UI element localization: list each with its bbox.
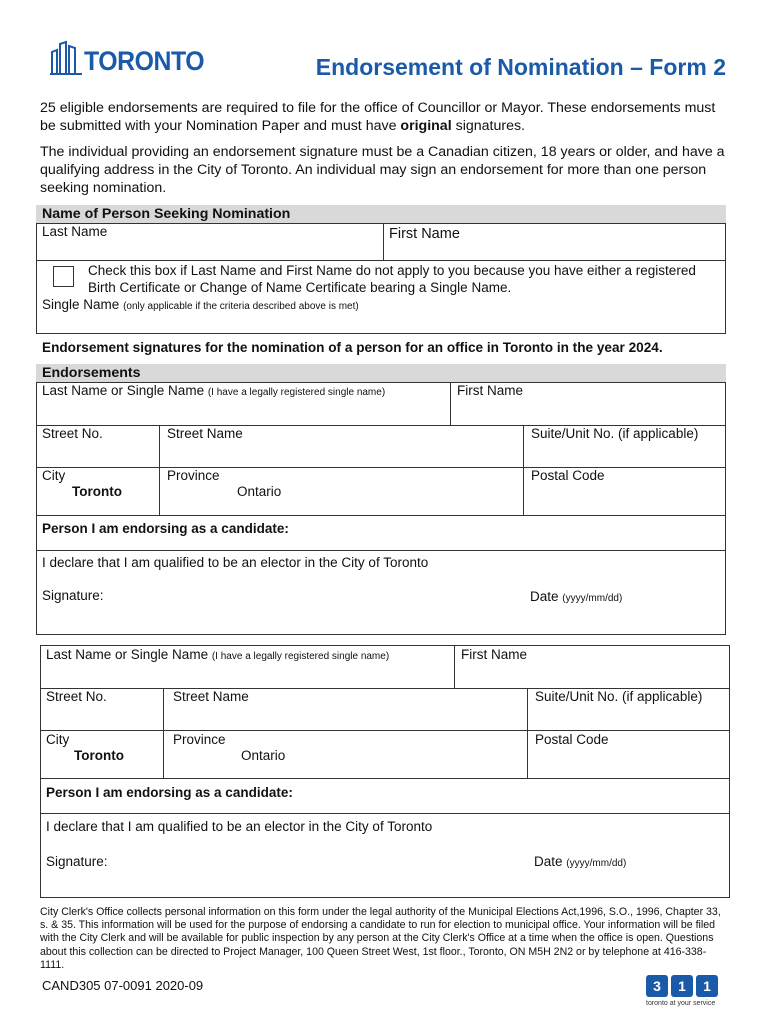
divider <box>159 425 160 515</box>
e1-signature-label: Signature: <box>42 588 104 603</box>
311-logo <box>646 975 730 1007</box>
e1-last-name-label-row <box>42 383 385 398</box>
e2-last-name-note: (I have a legally registered single name) <box>211 651 390 662</box>
e2-candidate-label: Person I am endorsing as a candidate: <box>46 785 293 800</box>
single-name-label: Single Name <box>42 297 120 312</box>
divider <box>40 730 730 731</box>
e2-street-name-label: Street Name <box>173 689 249 704</box>
e1-last-name-field[interactable] <box>37 401 448 423</box>
e2-city-value: Toronto <box>74 748 124 763</box>
divider <box>36 260 726 261</box>
e1-street-name-label: Street Name <box>167 426 243 441</box>
e2-postal-field[interactable] <box>529 750 728 776</box>
e2-province-label: Province <box>173 732 226 747</box>
e2-declaration: I declare that I am qualified to be an elector in the City of Toronto <box>46 819 433 834</box>
e2-last-name-field[interactable] <box>41 665 452 686</box>
single-name-label-row <box>42 297 359 312</box>
e2-signature-field[interactable] <box>119 850 509 890</box>
e2-city-label: City <box>46 732 70 747</box>
e2-postal-label: Postal Code <box>535 732 609 747</box>
divider <box>40 813 730 814</box>
e1-last-name-label: Last Name or Single Name <box>42 383 205 398</box>
endorsements-title: Endorsements <box>36 364 726 382</box>
e1-street-no-label: Street No. <box>42 426 103 441</box>
divider <box>36 515 726 516</box>
e1-suite-label: Suite/Unit No. (if applicable) <box>531 426 699 441</box>
privacy-notice: City Clerk's Office collects personal information on this form under the legal authority of the Municipal Elections Act,1996, S.O., 1996, Chapter 33, s. & 35. This information will be used for the purpose of endorsing a candidate to run for election to municipal office. Your information will be filed with the City Clerk and will be available for public inspection by any person at the City Clerk's Office at a time when the office is open. Questions about this collection can be directed to Project Manager, 100 Queen Street West, 1st floor., Toronto, ON M5H 2N2 or by telephone at 416-338-1111. <box>40 906 721 971</box>
toronto-logo <box>50 40 205 80</box>
divider <box>523 425 524 515</box>
single-name-field[interactable] <box>37 313 723 332</box>
nominee-first-name-field[interactable] <box>385 243 723 258</box>
e1-date-label-row <box>530 589 622 604</box>
e2-suite-label: Suite/Unit No. (if applicable) <box>535 689 703 704</box>
form-code: CAND305 07-0091 2020-09 <box>42 978 204 993</box>
intro-text-a: 25 eligible endorsements are required to file for the office of Councillor or Mayor. These endorsements must be submitted with your Nomination Paper and must have <box>40 100 716 134</box>
badge-digit: 1 <box>696 975 718 997</box>
e2-date-label-row <box>534 854 626 869</box>
divider <box>36 467 726 468</box>
nominee-last-name-label: Last Name <box>42 224 108 239</box>
e2-province-value: Ontario <box>241 748 286 763</box>
intro-paragraph-1 <box>40 99 730 135</box>
single-name-checkbox[interactable] <box>53 266 74 287</box>
single-name-note: (only applicable if the criteria described above is met) <box>123 301 359 312</box>
e2-street-no-label: Street No. <box>46 689 107 704</box>
e2-street-no-field[interactable] <box>41 707 161 728</box>
logo-wordmark: TORONTO <box>84 46 205 76</box>
e1-date-label: Date <box>530 589 559 604</box>
e1-candidate-label: Person I am endorsing as a candidate: <box>42 521 289 536</box>
e2-date-format: (yyyy/mm/dd) <box>566 858 627 869</box>
badge-digit: 3 <box>646 975 668 997</box>
e1-suite-field[interactable] <box>525 444 724 465</box>
divider <box>450 382 451 425</box>
nominee-section-title: Name of Person Seeking Nomination <box>36 205 726 224</box>
divider <box>36 550 726 551</box>
divider <box>383 223 384 260</box>
divider <box>527 688 528 778</box>
e1-street-name-field[interactable] <box>161 444 521 465</box>
e1-province-label: Province <box>167 468 220 483</box>
checkbox-text: Check this box if Last Name and First Name do not apply to you because you have either a registered Birth Certificate or Change of Name Certificate bearing a Single Name. <box>88 263 696 295</box>
nominee-first-name-label: First Name <box>389 226 460 242</box>
e2-street-name-field[interactable] <box>165 707 525 728</box>
intro-paragraph-2: The individual providing an endorsement signature must be a Canadian citizen, 18 years or older, and have a qualifying address in the City of Toronto. An individual may sign an endorsement for more than one person seeking nomination. <box>40 144 725 196</box>
e1-city-value: Toronto <box>72 484 122 499</box>
e1-city-label: City <box>42 468 66 483</box>
divider <box>163 688 164 778</box>
intro-text-bold: original <box>400 118 452 134</box>
e1-postal-field[interactable] <box>525 486 724 513</box>
e2-candidate-field[interactable] <box>344 781 726 809</box>
e2-signature-label: Signature: <box>46 854 108 869</box>
e2-date-field[interactable] <box>644 850 728 890</box>
e2-date-label: Date <box>534 854 563 869</box>
city-hall-icon <box>50 40 82 76</box>
e1-candidate-field[interactable] <box>340 518 722 546</box>
e1-postal-label: Postal Code <box>531 468 605 483</box>
nominee-last-name-field[interactable] <box>37 237 381 257</box>
e2-first-name-field[interactable] <box>456 665 728 686</box>
e1-province-value: Ontario <box>237 484 282 499</box>
e2-last-name-label-row <box>46 647 389 662</box>
e2-last-name-label: Last Name or Single Name <box>46 647 209 662</box>
form-title: Endorsement of Nomination – Form 2 <box>315 54 726 80</box>
e2-first-name-label: First Name <box>461 647 528 662</box>
311-badge <box>646 975 730 997</box>
e1-date-field[interactable] <box>640 585 724 625</box>
e1-date-format: (yyyy/mm/dd) <box>562 593 623 604</box>
intro-text-b: signatures. <box>451 118 525 134</box>
311-tagline: toronto at your service <box>646 1000 716 1007</box>
e1-last-name-note: (I have a legally registered single name) <box>207 387 386 398</box>
e1-first-name-field[interactable] <box>452 401 724 423</box>
e1-street-no-field[interactable] <box>37 444 157 465</box>
divider <box>454 645 455 688</box>
year-statement: Endorsement signatures for the nomination of a person for an office in Toronto in the year 2024. <box>42 340 663 355</box>
badge-digit: 1 <box>671 975 693 997</box>
divider <box>40 778 730 779</box>
e1-signature-field[interactable] <box>115 585 505 625</box>
e1-first-name-label: First Name <box>457 383 524 398</box>
e1-declaration: I declare that I am qualified to be an elector in the City of Toronto <box>42 555 429 570</box>
e2-suite-field[interactable] <box>529 707 728 728</box>
